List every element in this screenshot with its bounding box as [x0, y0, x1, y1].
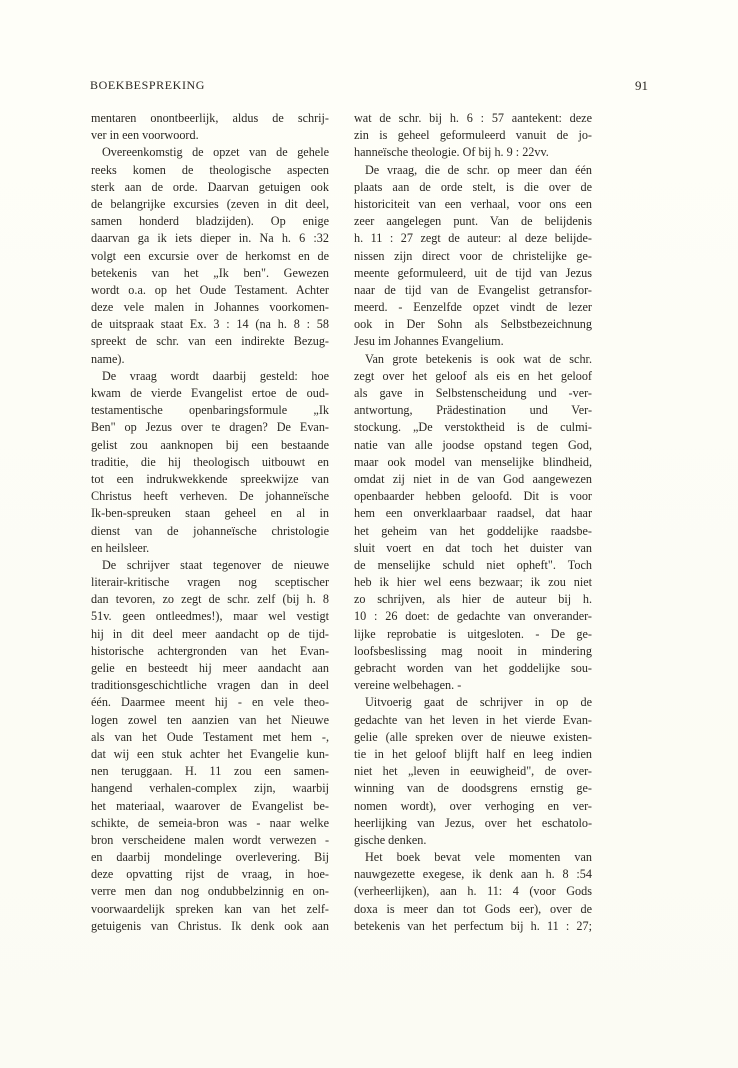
text-line: gebracht worden van het goddelijke sou-	[354, 661, 592, 675]
text-line: het geheim van het goddelijke raadsbe-	[354, 523, 592, 538]
text-line: niet het „leven in eeuwigheid", de over-	[354, 764, 592, 779]
text-line: historiciteit van een verhaal, voor ons een	[354, 196, 592, 211]
text-line: Christus heeft verheven. De johanneïsche	[91, 489, 329, 504]
text-line: dan tevoren, zo zegt de schr. zelf (bij h. 8	[91, 592, 329, 607]
text-line: zo schrijven, als hier de auteur bij h.	[354, 592, 592, 607]
text-line: maar ook model van menselijke blindheid,	[354, 454, 592, 469]
text-line: naar de tijd van de Evangelist getransfor-	[354, 282, 592, 297]
text-line: zin is geheel geformuleerd vanuit de jo-	[354, 128, 592, 143]
text-line: heb ik hier wel eens bezwaar; ik zou niet	[354, 575, 592, 590]
text-line: dienst van de johanneïsche christologie	[91, 523, 329, 538]
text-line: Uitvoerig gaat de schrijver in op de	[365, 695, 592, 710]
text-line: betekenis van het perfectum bij h. 11 : 27;	[354, 918, 592, 933]
text-line: kwam de vierde Evangelist ertoe de oud-	[91, 386, 329, 400]
text-line: historische achtergronden van het Evan-	[91, 643, 329, 658]
text-line: plaats aan de orde stelt, is die over de	[354, 179, 592, 194]
text-line: De schrijver staat tegenover de nieuwe	[102, 557, 329, 572]
text-line: ver in een voorwoord.	[91, 128, 199, 143]
text-line: bron verscheidene malen wordt verwezen -	[91, 832, 329, 847]
text-line: h. 11 : 27 zegt de auteur: al deze belijde-	[354, 231, 592, 246]
text-line: nissen zijn direct voor de christelijke ge-	[354, 248, 592, 263]
right-text-column	[354, 110, 592, 935]
text-line: de menselijke schuld niet opheft". Toch	[354, 557, 592, 572]
text-line: Het boek bevat vele momenten van	[365, 850, 592, 865]
text-line: meerd. - Eenzelfde opzet vindt de lezer	[354, 300, 592, 315]
text-line: testamentische openbaringsformule „Ik	[91, 403, 329, 418]
text-line: wordt o.a. op het Oude Testament. Achter	[91, 282, 329, 297]
text-line: (verheerlijken), aan h. 11: 4 (voor Gods	[354, 884, 592, 899]
text-line: hij in dit deel meer aandacht op de tijd-	[91, 626, 329, 641]
text-line: Ik-ben-spreuken staan geheel en al in	[91, 506, 329, 521]
text-line: zeer aangelegen punt. Van de belijdenis	[354, 214, 592, 229]
text-line: nomen wordt), over verhoging en ver-	[354, 798, 592, 813]
text-line: mentaren onontbeerlijk, aldus de schrij-	[91, 111, 329, 125]
text-line: en heilsleer.	[91, 540, 150, 555]
text-line: omdat zij niet in de van God aangewezen	[354, 471, 592, 486]
text-line: betekenis van het „Ik ben". Gewezen	[91, 265, 329, 280]
text-line: De vraag wordt daarbij gesteld: hoe	[102, 368, 329, 383]
text-line: sluit voert en dat toch het duister van	[354, 540, 592, 555]
text-line: deze opvatting rijst de vraag, in hoe-	[91, 867, 329, 882]
text-line: volgt een excursie over de herkomst en de	[91, 248, 329, 263]
text-line: loofsbeslissing mag nooit in mindering	[354, 643, 592, 658]
text-line: als gave in Selbstenscheidung und -ver-	[354, 386, 592, 400]
text-line: traditionsgeschichtliche vragen dan in deel	[91, 678, 329, 693]
text-line: hanneïsche theologie. Of bij h. 9 : 22vv.	[354, 145, 549, 160]
text-line: getuigenis van Christus. Ik denk ook aan	[91, 918, 329, 933]
text-line: natie van alle joodse opstand tegen God,	[354, 437, 592, 452]
text-line: lijke reprobatie is uitgesloten. - De ge-	[354, 626, 592, 641]
text-line: deze vele malen in Johannes voorkomen-	[91, 300, 329, 315]
text-line: wat de schr. bij h. 6 : 57 aantekent: deze	[354, 111, 592, 125]
text-line: sterk aan de orde. Daarvan getuigen ook	[91, 179, 329, 194]
text-line: het materiaal, waarover de Evangelist be-	[91, 798, 329, 813]
text-line: Overeenkomstig de opzet van de gehele	[102, 145, 329, 160]
text-line: gedachte van het leven in het vierde Evan-	[354, 712, 592, 727]
text-line: schikte, de semeia-bron was - naar welke	[91, 815, 329, 830]
text-line: stockung. „De verstoktheid is de culmi-	[354, 420, 592, 435]
page-number: 91	[635, 78, 648, 93]
text-line: heerlijking van Jezus, over het eschatolo-	[354, 815, 592, 830]
text-line: 10 : 26 doet: de gedachte van onverander-	[354, 609, 592, 624]
text-line: gische denken.	[354, 832, 427, 847]
text-line: de uitspraak staat Ex. 3 : 14 (na h. 8 : 58	[91, 317, 329, 332]
text-line: zegt over het geloof als eis en het geloof	[354, 368, 592, 383]
text-line: ook in Der Sohn als Selbstbezeichnung	[354, 317, 592, 332]
text-line: logen zowel ten aanzien van het Nieuwe	[91, 712, 329, 727]
text-line: traditie, die hij theologisch uitbouwt en	[91, 454, 329, 469]
text-line: literair-kritische vragen nog sceptischer	[91, 575, 329, 590]
text-line: één. Daarmee meent hij - en vele theo-	[91, 695, 329, 710]
text-line: winning van de doodsgrens ernstig ge-	[354, 781, 592, 796]
text-line: hem een onverklaarbaar raadsel, dat haar	[354, 506, 592, 521]
text-line: Ben" op Jezus over te dragen? De Evan-	[91, 420, 329, 435]
text-line: doxa is meer dan tot Gods eer), over de	[354, 901, 592, 916]
text-line: gelie (alle spreken over de nieuwe existen-	[354, 729, 592, 744]
text-line: dat wij een stuk achter het Evangelie kun-	[91, 746, 329, 761]
text-line: name).	[91, 351, 125, 366]
text-line: samen honderd bladzijden). Op enige	[91, 214, 329, 229]
text-line: tot een indrukwekkende spreekwijze van	[91, 471, 329, 486]
left-text-column	[91, 110, 329, 935]
text-line: spreekt de schr. van een indirekte Bezug-	[91, 334, 329, 349]
text-line: nauwgezette exegese, ik denk aan h. 8 :54	[354, 867, 592, 882]
running-title: BOEKBESPREKING	[90, 78, 206, 92]
text-line: als van het Oude Testament met hem -,	[91, 729, 329, 744]
page-header	[90, 78, 648, 98]
text-line: De vraag, die de schr. op meer dan één	[365, 162, 592, 177]
text-line: voorwaardelijk spreken kan van het zelf-	[91, 901, 329, 916]
text-line: vereine welbehagen. -	[354, 678, 462, 693]
text-line: verre men dan nog ondubbelzinnig en on-	[91, 884, 329, 899]
text-line: gelist zou aanknopen bij een bestaande	[91, 437, 329, 452]
text-line: 51v. geen ontleedmes!), maar wel vestigt	[91, 609, 329, 624]
text-line: hangend verhalen-complex zijn, waarbij	[91, 781, 329, 796]
text-line: meente geformuleerd, uit de tijd van Jezus	[354, 265, 592, 280]
text-line: antwortung, Prädestination und Ver-	[354, 403, 592, 418]
text-line: en daarbij mondelinge overlevering. Bij	[91, 850, 329, 865]
text-line: daarvan ga ik iets dieper in. Na h. 6 :32	[91, 231, 329, 246]
text-line: de belangrijke excursies (zeven in dit deel,	[91, 196, 329, 211]
text-line: gelie en besteedt hij meer aandacht aan	[91, 661, 329, 675]
text-line: openbaarder hebben geloofd. Dit is voor	[354, 489, 592, 504]
text-line: Van grote betekenis is ook wat de schr.	[365, 351, 592, 366]
text-line: reeks komen de theologische aspecten	[91, 162, 329, 177]
text-line: nen teruggaan. H. 11 zou een samen-	[91, 764, 329, 779]
text-line: Jesu im Johannes Evangelium.	[354, 334, 504, 349]
text-line: tie in het geloof blijft half en leeg indien	[354, 746, 592, 761]
